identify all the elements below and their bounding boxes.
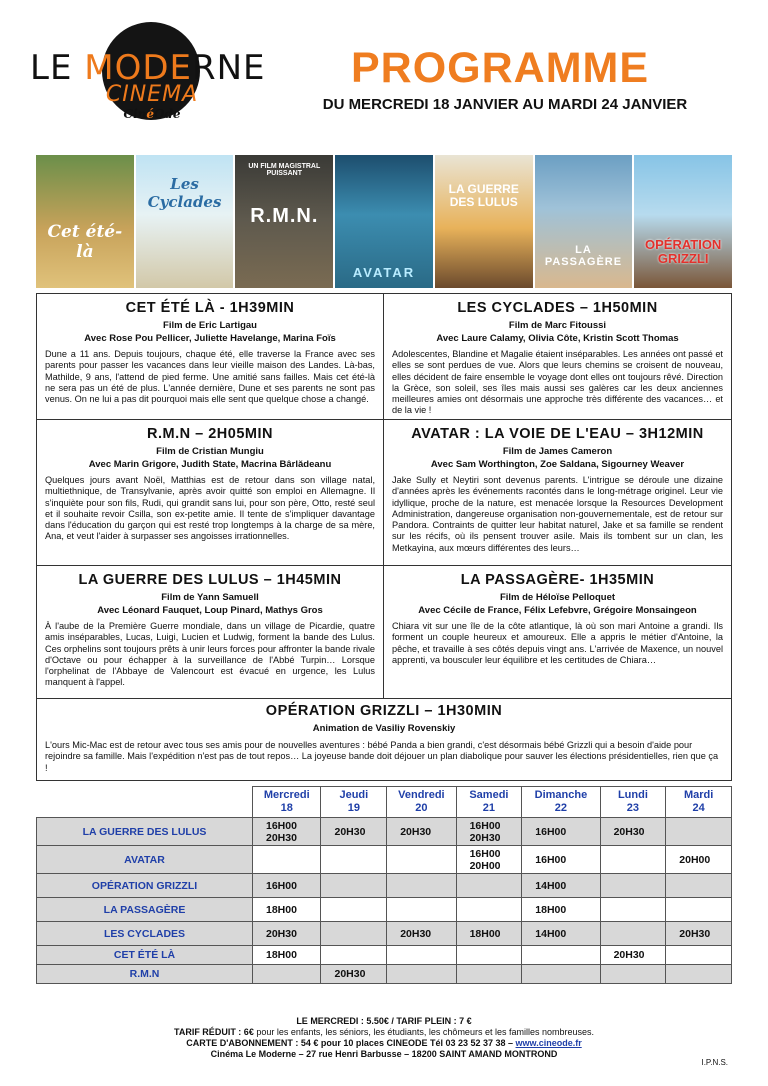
logo-cinema: CINEMA: [105, 82, 199, 107]
showtime: 18H00: [535, 903, 567, 916]
showtime: 18H00: [266, 949, 297, 961]
schedule-cell: [522, 874, 600, 898]
schedule-row: [37, 946, 732, 965]
schedule-cell: [321, 946, 387, 965]
poster-rmn: [235, 155, 333, 288]
footer-reduced-line: TARIF RÉDUIT : 6€ pour les enfants, les séniors, les étudiants, les chômeurs et les familles nombreuses.: [173, 1027, 594, 1037]
showtime: 16H00: [469, 819, 501, 832]
schedule-cell: [600, 898, 666, 922]
schedule-corner: [37, 787, 253, 818]
film-director: Film de Yann Samuell: [161, 592, 259, 603]
date-range: DU MERCREDI 18 JANVIER AU MARDI 24 JANVIER: [322, 96, 688, 113]
showtime: 20H30: [613, 949, 645, 961]
schedule-cell: [522, 922, 600, 946]
poster-la-guerre-des-lulus: [435, 155, 533, 288]
day-header: Lundi 23: [600, 787, 666, 818]
day-header: Samedi 21: [456, 787, 522, 818]
schedule-cell: [522, 898, 600, 922]
poster-les-cyclades: [136, 155, 234, 288]
schedule-cell: [522, 965, 600, 984]
showtime: 20H30: [266, 831, 297, 844]
schedule-film-name: LA GUERRE DES LULUS: [37, 818, 253, 846]
schedule-row: [37, 874, 732, 898]
showtime: 16H00: [266, 879, 297, 892]
film-title: AVATAR : LA VOIE DE L'EAU – 3H12MIN: [411, 426, 704, 442]
schedule-cell: [321, 922, 387, 946]
film-cast: Avec Rose Pou Pellicer, Juliette Havelange, Marina Foïs: [84, 333, 336, 344]
schedule-cell: [387, 922, 456, 946]
poster-operation-grizzli: [634, 155, 732, 288]
schedule-cell: [666, 818, 732, 846]
schedule-cell: [321, 898, 387, 922]
schedule-cell: [456, 818, 522, 846]
poster-title: OPÉRATION GRIZZLI: [645, 237, 722, 266]
film-cast: Avec Sam Worthington, Zoe Saldana, Sigourney Weaver: [430, 459, 685, 470]
schedule-header-row: [37, 787, 732, 818]
footer-subscription-line: CARTE D'ABONNEMENT : 54 € pour 10 places CINEODE Tél 03 23 52 37 38 – www.cineode.fr: [186, 1038, 582, 1048]
showtime: 20H30: [334, 825, 366, 838]
poster-title: LA PASSAGÈRE: [544, 244, 623, 268]
schedule-body: [37, 818, 732, 984]
film-title: OPÉRATION GRIZZLI – 1H30MIN: [265, 703, 503, 719]
schedule-row: [37, 846, 732, 874]
poster-la-passagere: [535, 155, 633, 288]
poster-tagline: UN FILM MAGISTRAL PUISSANT: [248, 163, 321, 177]
showtime: 20H30: [679, 927, 711, 940]
showtime: 16H00: [535, 825, 567, 838]
schedule-cell: [600, 922, 666, 946]
film-cast: Avec Laure Calamy, Olivia Côte, Kristin Scott Thomas: [436, 333, 679, 344]
schedule-cell: [253, 818, 321, 846]
schedule-cell: [456, 898, 522, 922]
schedule-cell: [456, 965, 522, 984]
film-director: Animation de Vasiliy Rovenskiy: [312, 723, 456, 734]
showtime: 20H30: [266, 927, 297, 940]
film-director: Film de James Cameron: [502, 446, 613, 457]
film-cast: Avec Léonard Fauquet, Loup Pinard, Mathys Gros: [97, 605, 323, 616]
schedule-row: [37, 922, 732, 946]
poster-title: Les Cyclades: [147, 175, 222, 211]
schedule-cell: [522, 946, 600, 965]
schedule-cell: [666, 965, 732, 984]
schedule-cell: [600, 965, 666, 984]
film-title: LA GUERRE DES LULUS – 1H45MIN: [78, 572, 342, 588]
schedule-cell: [387, 846, 456, 874]
schedule-cell: [522, 818, 600, 846]
film-cast: Avec Marin Grigore, Judith State, Macrina Bârlădeanu: [88, 459, 332, 470]
pricing-footer: [120, 1016, 648, 1060]
logo-cineode: CinéOde: [123, 107, 181, 121]
poster-title: Cet été-là: [47, 222, 123, 262]
film-card: [384, 566, 731, 699]
schedule-cell: [666, 946, 732, 965]
showtime: 18H00: [469, 927, 501, 940]
film-card: [384, 420, 731, 566]
film-synopsis: À l'aube de la Première Guerre mondiale, dans un village de Picardie, quatre amis inséparables, Lucas, Luigi, Lucien et Ludwig, forment la bande des Lulus. Ces orphelins sont toujours prêts à unir leurs forces pour affronter la bande rivale d'Octave ou pour échapper à la surveillance de l'Abbé Turpin… Lorsque l'orphelinat de l'Abbaye de Valencourt est évacué en urgence, les Lulus manquent à l'appel.: [45, 621, 375, 688]
film-title: R.M.N – 2H05MIN: [147, 426, 273, 442]
film-synopsis: Jake Sully et Neytiri sont devenus parents. L'intrigue se déroule une dizaine d'années après les événements racontés dans le long-métrage originel. Leur vie idyllique, proche de la nature, est menacée lorsque la Resources Development Administration, dangereuse organisation non-gouvernementale, est de retour sur Pandora. Contraints de quitter leur habitat naturel, Jake et sa famille se rendent sur les récifs, où ils pensent trouver asile. Mais ils tombent sur un clan, les Metkayina, aux mœurs différentes des leurs…: [392, 475, 723, 553]
footer-price-line: LE MERCREDI : 5.50€ / TARIF PLEIN : 7 €: [296, 1016, 472, 1026]
showtime: 20H30: [334, 968, 366, 980]
film-director: Film de Eric Lartigau: [163, 320, 257, 331]
film-title: LA PASSAGÈRE- 1H35MIN: [460, 572, 655, 588]
schedule-cell: [321, 874, 387, 898]
showtime: 20H30: [400, 927, 432, 940]
film-synopsis: Quelques jours avant Noël, Matthias est de retour dans son village natal, multiethnique, de Transylvanie, après avoir quitté son emploi en Allemagne. Il s'inquiète pour son fils, Rudi, qui grandit sans lui, pour son père, Otto, resté seul et il souhaite revoir Csilla, son ex-petite amie. Il tente de s'impliquer davantage dans l'éducation du garçon qui est resté trop longtemps à la charge de sa mère, Ana, et veut l'aider à surpasser ses angoisses irrationnelles.: [45, 475, 375, 542]
day-header: Dimanche 22: [522, 787, 600, 818]
films-grid: [36, 293, 732, 781]
schedule-cell: [666, 898, 732, 922]
poster-avatar: [335, 155, 433, 288]
schedule-cell: [456, 846, 522, 874]
film-card: [37, 420, 384, 566]
showtime: 14H00: [535, 879, 567, 892]
schedule-film-name: AVATAR: [37, 846, 253, 874]
schedule-cell: [253, 946, 321, 965]
schedule-cell: [387, 898, 456, 922]
printer-notice: I.P.N.S.: [701, 1058, 728, 1067]
schedule-cell: [456, 946, 522, 965]
schedule-film-name: OPÉRATION GRIZZLI: [37, 874, 253, 898]
day-header: Mardi 24: [666, 787, 732, 818]
film-title: LES CYCLADES – 1H50MIN: [457, 300, 658, 316]
schedule-cell: [387, 946, 456, 965]
poster-cet-ete-la: [36, 155, 134, 288]
showtime: 16H00: [469, 847, 501, 860]
film-director: Film de Héloïse Pelloquet: [499, 592, 616, 603]
film-synopsis: Chiara vit sur une île de la côte atlantique, là où son mari Antoine a grandi. Ils forment un couple heureux et amoureux. Elle a appris le métier d'Antoine, la pêche, et travaille à ses côtés depuis vingt ans. L'arrivée de Maxence, un nouvel apprenti, va bousculer leur équilibre et les certitudes de Chiara…: [392, 621, 723, 665]
showtime: 20H00: [679, 853, 711, 866]
schedule-film-name: CET ÉTÉ LÀ: [37, 946, 253, 965]
showtime: 20H30: [613, 825, 645, 838]
schedule-cell: [253, 874, 321, 898]
showtime: 16H00: [266, 819, 297, 832]
schedule-cell: [253, 922, 321, 946]
film-director: Film de Marc Fitoussi: [508, 320, 607, 331]
schedule-row: [37, 898, 732, 922]
schedule-row: [37, 965, 732, 984]
website-link[interactable]: www.cineode.fr: [515, 1038, 582, 1048]
schedule-cell: [666, 846, 732, 874]
film-synopsis: Dune a 11 ans. Depuis toujours, chaque été, elle traverse la France avec ses parents pour passer les vacances dans leur vieille maison des Landes. Là-bas, Mathilde, 9 ans, l'attend de pied ferme. Une amitié sans failles. Mais cet été-là ne sera pas un été de plus. L'année dernière, Dune et ses parents ne sont pas venus. On ne lui a pas dit pourquoi mais elle sent que quelque chose a changé.: [45, 349, 375, 405]
film-title: CET ÉTÉ LÀ - 1H39MIN: [125, 300, 295, 316]
schedule-cell: [387, 874, 456, 898]
schedule-cell: [253, 965, 321, 984]
schedule-cell: [666, 922, 732, 946]
schedule-cell: [387, 965, 456, 984]
poster-title: R.M.N.: [250, 205, 319, 227]
film-synopsis: L'ours Mic-Mac est de retour avec tous ses amis pour de nouvelles aventures : bébé Panda a bien grandi, c'est désormais bébé Grizzli qui a besoin d'aide pour rejoindre sa famille. Mais l'expédition n'est pas de tout repos… La joyeuse bande doit déjouer un plan diabolique pour sauver les élections présidentielles, rien que ça !: [45, 740, 719, 773]
schedule-cell: [321, 965, 387, 984]
schedule-table: [36, 786, 732, 984]
schedule-cell: [600, 818, 666, 846]
showtime: 20H30: [469, 831, 501, 844]
film-card: [384, 294, 731, 420]
schedule-row: [37, 818, 732, 846]
schedule-cell: [387, 818, 456, 846]
film-card: [37, 566, 384, 699]
footer-address: Cinéma Le Moderne – 27 rue Henri Barbusse – 18200 SAINT AMAND MONTROND: [210, 1049, 558, 1059]
film-synopsis: Adolescentes, Blandine et Magalie étaient inséparables. Les années ont passé et elles se sont perdues de vue. Alors que leurs chemins se croisent de nouveau, elles décident de faire ensemble le voyage dont elles ont toujours rêvé. Direction la Grèce, son soleil, ses îles mais aussi ses galères car les deux anciennes meilleures amies ont désormais une approche très différente des vacances… et de la vie !: [392, 349, 723, 416]
film-card: [37, 294, 384, 420]
day-header: Jeudi 19: [321, 787, 387, 818]
logo-wordmark: LE MODERNE: [30, 48, 266, 88]
poster-title: AVATAR: [352, 265, 416, 280]
schedule-cell: [456, 922, 522, 946]
schedule-cell: [253, 898, 321, 922]
showtime: 20H00: [469, 859, 501, 872]
poster-title: LA GUERRE DES LULUS: [448, 182, 519, 209]
showtime: 16H00: [535, 853, 567, 866]
showtime: 14H00: [535, 927, 567, 940]
film-card: [37, 699, 731, 780]
schedule-cell: [600, 846, 666, 874]
poster-strip: [36, 155, 732, 288]
schedule-cell: [666, 874, 732, 898]
schedule-cell: [600, 946, 666, 965]
showtime: 18H00: [266, 903, 297, 916]
schedule-film-name: R.M.N: [37, 965, 253, 984]
cinema-logo: [30, 22, 280, 132]
page-title: PROGRAMME: [350, 44, 650, 92]
schedule-cell: [522, 846, 600, 874]
film-director: Film de Cristian Mungiu: [156, 446, 264, 457]
schedule-cell: [600, 874, 666, 898]
schedule-film-name: LA PASSAGÈRE: [37, 898, 253, 922]
day-header: Mercredi 18: [253, 787, 321, 818]
schedule-film-name: LES CYCLADES: [37, 922, 253, 946]
showtime: 20H30: [400, 825, 432, 838]
schedule-cell: [456, 874, 522, 898]
schedule-cell: [321, 846, 387, 874]
schedule-cell: [321, 818, 387, 846]
day-header: Vendredi 20: [387, 787, 456, 818]
film-cast: Avec Cécile de France, Félix Lefebvre, Grégoire Monsaingeon: [418, 605, 697, 616]
schedule-cell: [253, 846, 321, 874]
